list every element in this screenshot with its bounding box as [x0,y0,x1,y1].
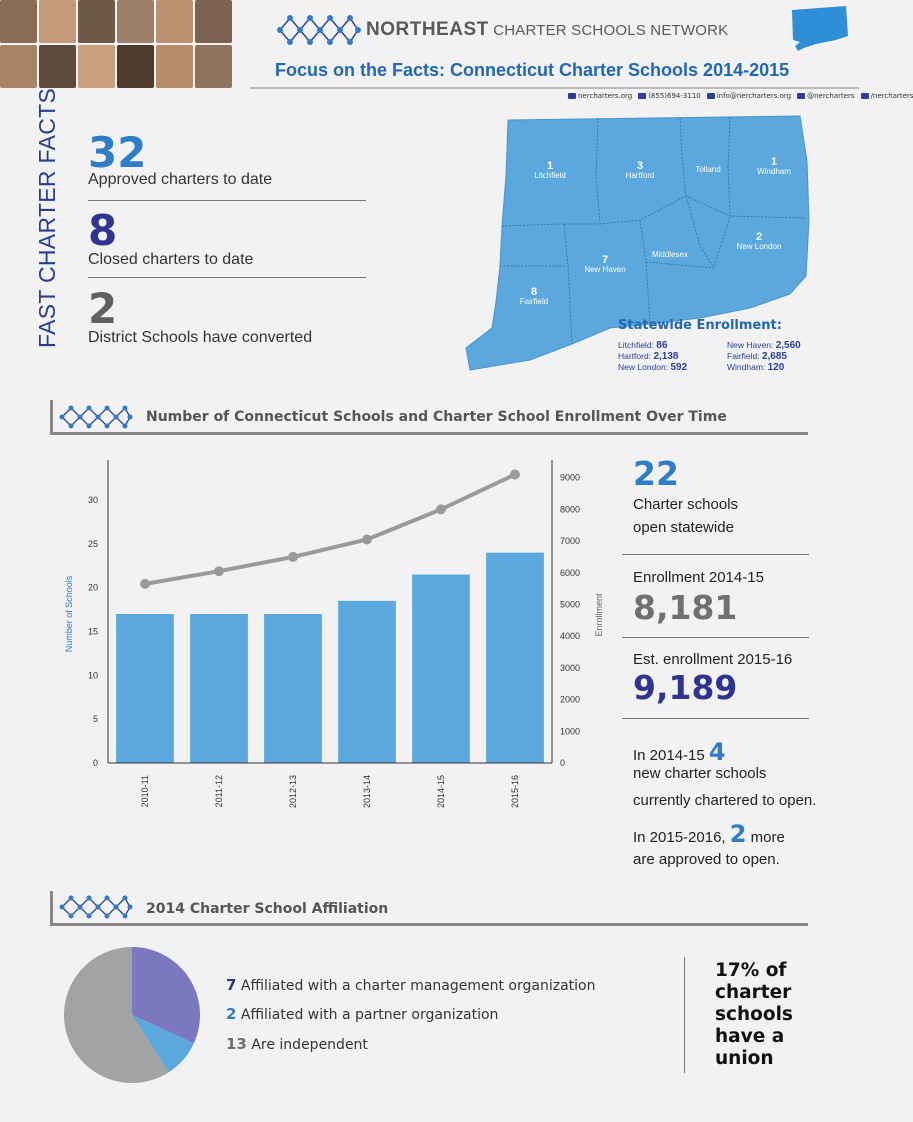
fact-divider [88,277,366,278]
mail-icon [707,93,715,99]
enrollment-point-2010-11 [140,579,150,589]
stat-open-text-2: open statewide [633,519,734,536]
contact-phone[interactable]: (855)694-3110 [638,92,701,100]
county-windham: 1 Windham [757,156,791,176]
section-title-affiliation: 2014 Charter School Affiliation [146,901,389,917]
header-divider [250,87,859,89]
y2-tick-label: 9000 [560,472,581,483]
y2-tick-label: 6000 [560,567,581,578]
x-tick-label: 2011-12 [214,775,224,808]
statewide-enrollment-title: Statewide Enrollment: [618,318,782,333]
y2-tick-label: 2000 [560,694,581,705]
affiliation-partner: 2 Affiliated with a partner organization [226,1005,499,1023]
section-title-enrollment: Number of Connecticut Schools and Charter School Enrollment Over Time [146,409,727,425]
contact-twitter[interactable]: @nercharters [797,92,855,100]
enrollment-new-london: New London: 592 [618,362,688,373]
page-title: Focus on the Facts: Connecticut Charter Schools 2014-2015 [275,60,790,80]
fact-converted-number: 2 [88,284,118,333]
bar-2015-16 [486,553,544,763]
stat-open-text-1: Charter schools [633,496,739,513]
y2-axis-label: Enrollment [594,593,604,637]
twitter-icon [797,93,805,99]
bar-2014-15 [412,575,470,763]
stat-new-line: In 2014-15 4 [633,738,726,766]
bar-2010-11 [116,614,174,763]
county-fairfield: 8 Fairfield [519,286,549,306]
y2-tick-label: 5000 [560,599,581,610]
network-logo-icon [58,403,134,431]
affiliation-cmo: 7 Affiliated with a charter management organization [226,976,596,994]
section-rule [50,432,808,435]
fact-divider [88,200,366,201]
fact-approved-number: 32 [88,128,147,177]
y-tick-label: 25 [87,538,98,549]
y2-tick-label: 8000 [560,504,581,515]
fact-closed-text: Closed charters to date [88,251,254,268]
org-name-rest: CHARTER SCHOOLS NETWORK [493,22,729,39]
county-hartford: 3 Hartford [625,160,655,180]
y-tick-label: 0 [92,758,98,768]
fact-closed-number: 8 [88,206,118,255]
stat-approved-number: 2 [729,820,747,848]
x-tick-label: 2013-14 [362,775,372,809]
enrollment-point-2014-15 [436,504,446,514]
stat-est-value: 9,189 [633,668,738,707]
enrollment-point-2012-13 [288,552,298,562]
enrollment-point-2011-12 [214,566,224,576]
stat-new-text-1: new charter schools [633,765,767,782]
enrollment-hartford: Hartford: 2,138 [618,351,679,362]
org-name-bold: NORTHEAST [366,19,489,40]
phone-icon [638,93,646,99]
affiliation-independent: 13 Are independent [226,1035,368,1053]
stat-enroll-label: Enrollment 2014-15 [633,569,764,586]
y-tick-label: 5 [92,714,98,725]
stat-divider [622,718,809,719]
y-axis-label: Number of Schools [64,575,74,653]
union-stat: 17% of charter schools have a union [715,960,793,1069]
y2-tick-label: 3000 [560,662,581,673]
enrollment-point-2013-14 [362,535,372,545]
enrollment-line [145,475,515,584]
county-new-london: 2 New London [736,231,782,251]
fast-facts-label: FAST CHARTER FACTS [34,87,60,348]
enrollment-new-haven: New Haven: 2,560 [727,340,801,351]
stat-approved-text: are approved to open. [633,851,780,868]
y2-tick-label: 0 [560,758,566,768]
y2-tick-label: 7000 [560,536,581,547]
section-rule [50,923,808,926]
stat-new-number: 4 [708,738,726,766]
section-bracket [50,400,53,435]
affiliation-pie-chart [62,945,202,1085]
globe-icon [568,93,576,99]
y2-tick-label: 1000 [560,726,581,737]
x-tick-label: 2014-15 [436,775,446,809]
county-tolland: Tolland [695,165,721,174]
connecticut-state-icon [790,4,852,52]
facebook-icon [861,93,869,99]
bar-2012-13 [264,614,322,763]
y-tick-label: 30 [87,495,98,506]
affiliation-cmo-number: 7 [226,976,237,994]
enrollment-litchfield: Litchfield: 86 [618,340,668,351]
stat-open-number: 22 [633,454,679,493]
header-photo-collage [0,0,232,88]
stat-new-text-2: currently chartered to open. [633,792,817,809]
affiliation-independent-number: 13 [226,1035,247,1053]
affiliation-partner-number: 2 [226,1005,237,1023]
enrollment-point-2015-16 [510,470,520,480]
enrollment-windham: Windham: 120 [727,362,785,373]
bar-2011-12 [190,614,248,763]
section-bracket [50,891,53,926]
network-logo-icon [58,893,134,921]
x-tick-label: 2010-11 [140,775,150,808]
fact-converted-text: District Schools have converted [88,329,313,346]
y-tick-label: 20 [87,582,98,593]
y-tick-label: 15 [87,626,98,637]
org-name [366,19,728,41]
stat-divider [622,554,809,555]
stat-approved-line: In 2015-2016, 2 more [633,820,785,848]
county-middlesex: Middlesex [651,250,688,259]
network-logo-icon [276,12,362,48]
y2-tick-label: 4000 [560,631,581,642]
enrollment-chart [60,455,620,840]
contact-facebook[interactable]: /nercharters [861,92,913,100]
fact-approved-text: Approved charters to date [88,171,273,188]
county-litchfield: 1 Litchfield [534,160,566,180]
contact-website[interactable]: nercharters.org [568,92,632,100]
union-divider [684,957,685,1073]
contact-bar [568,92,913,100]
bar-2013-14 [338,601,396,763]
x-tick-label: 2012-13 [288,775,298,809]
x-tick-label: 2015-16 [510,775,520,809]
county-new-haven: 7 New Haven [584,254,626,274]
contact-email[interactable]: info@nercharters.org [707,92,791,100]
stat-est-label: Est. enrollment 2015-16 [633,651,793,668]
y-tick-label: 10 [87,670,98,681]
stat-divider [622,637,809,638]
enrollment-fairfield: Fairfield: 2,685 [727,351,787,362]
stat-enroll-value: 8,181 [633,588,738,627]
